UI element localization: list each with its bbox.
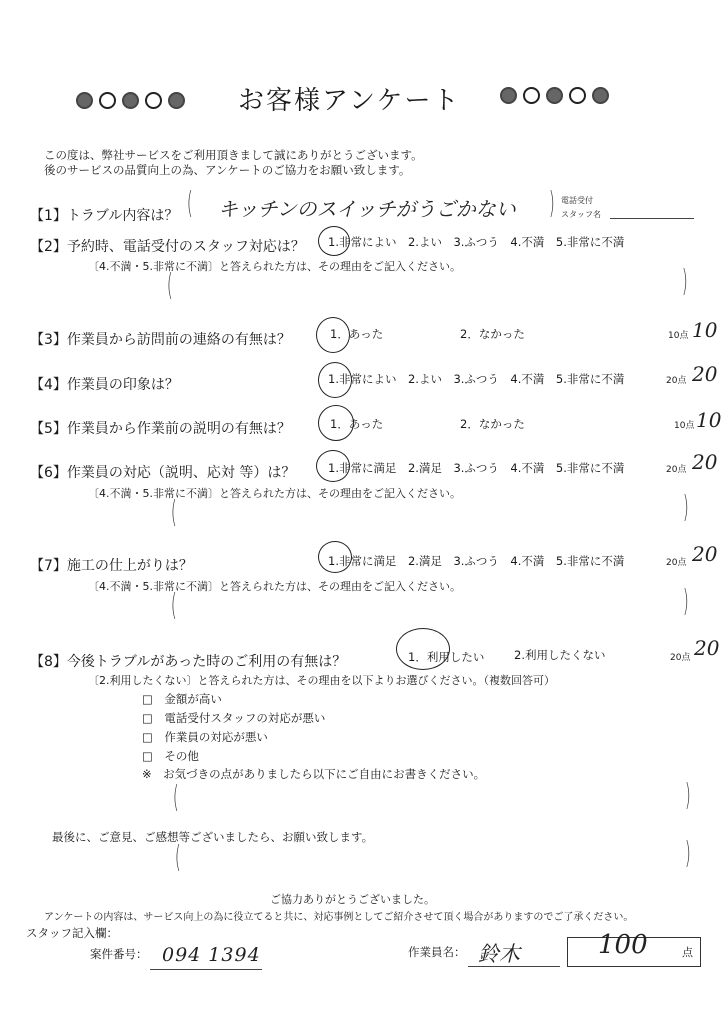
q7-options: 1.非常に満足 2.満足 3.ふつう 4.不満 5.非常に不満 (328, 554, 625, 568)
worker-name-value: 鈴木 (478, 942, 520, 966)
q8-check-item[interactable]: □ 金額が高い (142, 692, 222, 706)
q6-options: 1.非常に満足 2.満足 3.ふつう 4.不満 5.非常に不満 (328, 461, 625, 475)
q3-label: 【3】作業員から訪問前の連絡の有無は？ (30, 332, 291, 348)
worker-name-underline (468, 966, 560, 967)
q6-reason-bracket-open: ( (170, 495, 177, 530)
thanks-text: ご協力ありがとうございました。 (270, 893, 435, 906)
case-number-value: 094 1394 (162, 944, 261, 966)
page-title: お客様アンケート (238, 86, 461, 116)
open-dot-icon (99, 92, 116, 109)
filled-dot-icon (122, 92, 139, 109)
open-dot-icon (145, 92, 162, 109)
q1-answer: キッチンのスイッチがうごかない (218, 197, 516, 221)
worker-name-label: 作業員名： (408, 945, 466, 959)
q7-points: 20点 (666, 558, 687, 568)
total-score-unit: 点 (682, 946, 693, 959)
q5-option-1: 1．あった (330, 417, 384, 431)
q6-label: 【6】作業員の対応（説明、応対 等）は？ (30, 465, 296, 481)
q8-check-item[interactable]: □ 作業員の対応が悪い (142, 730, 268, 744)
q5-score: 10 (696, 408, 722, 432)
q7-selection-circle (318, 541, 352, 573)
q8-label: 【8】今後トラブルがあった時のご利用の有無は？ (30, 654, 347, 670)
q2-label: 【2】予約時、電話受付のスタッフ対応は？ (30, 239, 305, 255)
q4-points: 20点 (666, 376, 687, 386)
q2-selection-circle (318, 226, 350, 256)
disclaimer-text: アンケートの内容は、サービス向上の為に役立てると共に、対応事例としてご紹介させて頂く場合がありますのでご了承ください。 (44, 912, 634, 923)
closing-bracket-open: ( (174, 840, 181, 875)
q6-reason-prompt: 〔4.不満・5.非常に不満〕と答えられた方は、その理由をご記入ください。 (88, 487, 461, 500)
q1-label: 【1】トラブル内容は？ (30, 208, 179, 224)
open-dot-icon (569, 87, 586, 104)
intro-line-1: この度は、弊社サービスをご利用頂きまして誠にありがとうございます。 (44, 148, 423, 162)
q8-points: 20点 (670, 653, 691, 663)
closing-bracket-close: ) (684, 836, 691, 871)
q5-selection-circle (318, 405, 354, 441)
q8-check-item[interactable]: □ その他 (142, 749, 199, 763)
q1-bracket-open: ( (186, 186, 193, 221)
total-score-value: 100 (598, 930, 648, 960)
q6-selection-circle (316, 450, 350, 482)
q5-option-2: 2．なかった (460, 417, 525, 431)
q8-reason-bracket-open: ( (172, 780, 179, 815)
staff-section-label: スタッフ記入欄： (26, 926, 118, 940)
q3-option-2: 2．なかった (460, 327, 525, 341)
right-dot-row (500, 87, 609, 104)
open-dot-icon (523, 87, 540, 104)
q3-score: 10 (692, 318, 718, 342)
q4-score: 20 (692, 362, 718, 386)
q4-label: 【4】作業員の印象は？ (30, 377, 179, 393)
q3-option-1: 1．あった (330, 327, 384, 341)
q4-selection-circle (318, 362, 352, 398)
intro-line-2: 後のサービスの品質向上の為、アンケートのご協力をお願い致します。 (44, 163, 411, 177)
q8-option-2: 2.利用したくない (514, 648, 606, 662)
q8-reason-prompt: 〔2.利用したくない〕と答えられた方は、その理由を以下よりお選びください。（複数回答可） (88, 674, 555, 687)
q7-reason-bracket-open: ( (170, 588, 177, 623)
filled-dot-icon (76, 92, 93, 109)
q8-score: 20 (694, 636, 720, 660)
q8-selection-circle (396, 628, 450, 670)
q8-option-1: 1．利用したい (408, 650, 485, 664)
filled-dot-icon (592, 87, 609, 104)
case-number-label: 案件番号： (90, 947, 148, 961)
filled-dot-icon (168, 92, 185, 109)
q3-points: 10点 (668, 331, 689, 341)
q6-points: 20点 (666, 465, 687, 475)
left-dot-row (76, 92, 185, 109)
q8-check-item[interactable]: □ 電話受付スタッフの対応が悪い (142, 711, 326, 725)
q1-staff-label-1: 電話受付 (561, 196, 593, 205)
q6-reason-bracket-close: ) (682, 490, 689, 525)
q3-selection-circle (316, 317, 350, 353)
q7-reason-prompt: 〔4.不満・5.非常に不満〕と答えられた方は、その理由をご記入ください。 (88, 580, 461, 593)
q2-options: 1.非常によい 2.よい 3.ふつう 4.不満 5.非常に不満 (328, 235, 625, 249)
q8-reason-bracket-close: ) (684, 778, 691, 813)
q7-reason-bracket-close: ) (682, 584, 689, 619)
q2-reason-bracket-close: ) (681, 264, 688, 299)
q5-points: 10点 (674, 421, 695, 431)
filled-dot-icon (546, 87, 563, 104)
q8-note: ※ お気づきの点がありましたら以下にご自由にお書きください。 (142, 767, 486, 781)
q7-score: 20 (692, 542, 718, 566)
q2-reason-bracket-open: ( (166, 268, 173, 303)
q1-staff-label-2: スタッフ名 (561, 210, 601, 219)
case-number-underline (150, 969, 262, 970)
q1-bracket-close: ) (548, 186, 555, 221)
q6-score: 20 (692, 450, 718, 474)
q2-reason-prompt: 〔4.不満・5.非常に不満〕と答えられた方は、その理由をご記入ください。 (88, 260, 461, 273)
q7-label: 【7】施工の仕上がりは？ (30, 558, 193, 574)
q5-label: 【5】作業員から作業前の説明の有無は？ (30, 421, 291, 437)
q1-staff-underline (610, 218, 694, 219)
filled-dot-icon (500, 87, 517, 104)
closing-prompt: 最後に、ご意見、ご感想等ございましたら、お願い致します。 (52, 830, 374, 844)
q4-options: 1.非常によい 2.よい 3.ふつう 4.不満 5.非常に不満 (328, 372, 625, 386)
